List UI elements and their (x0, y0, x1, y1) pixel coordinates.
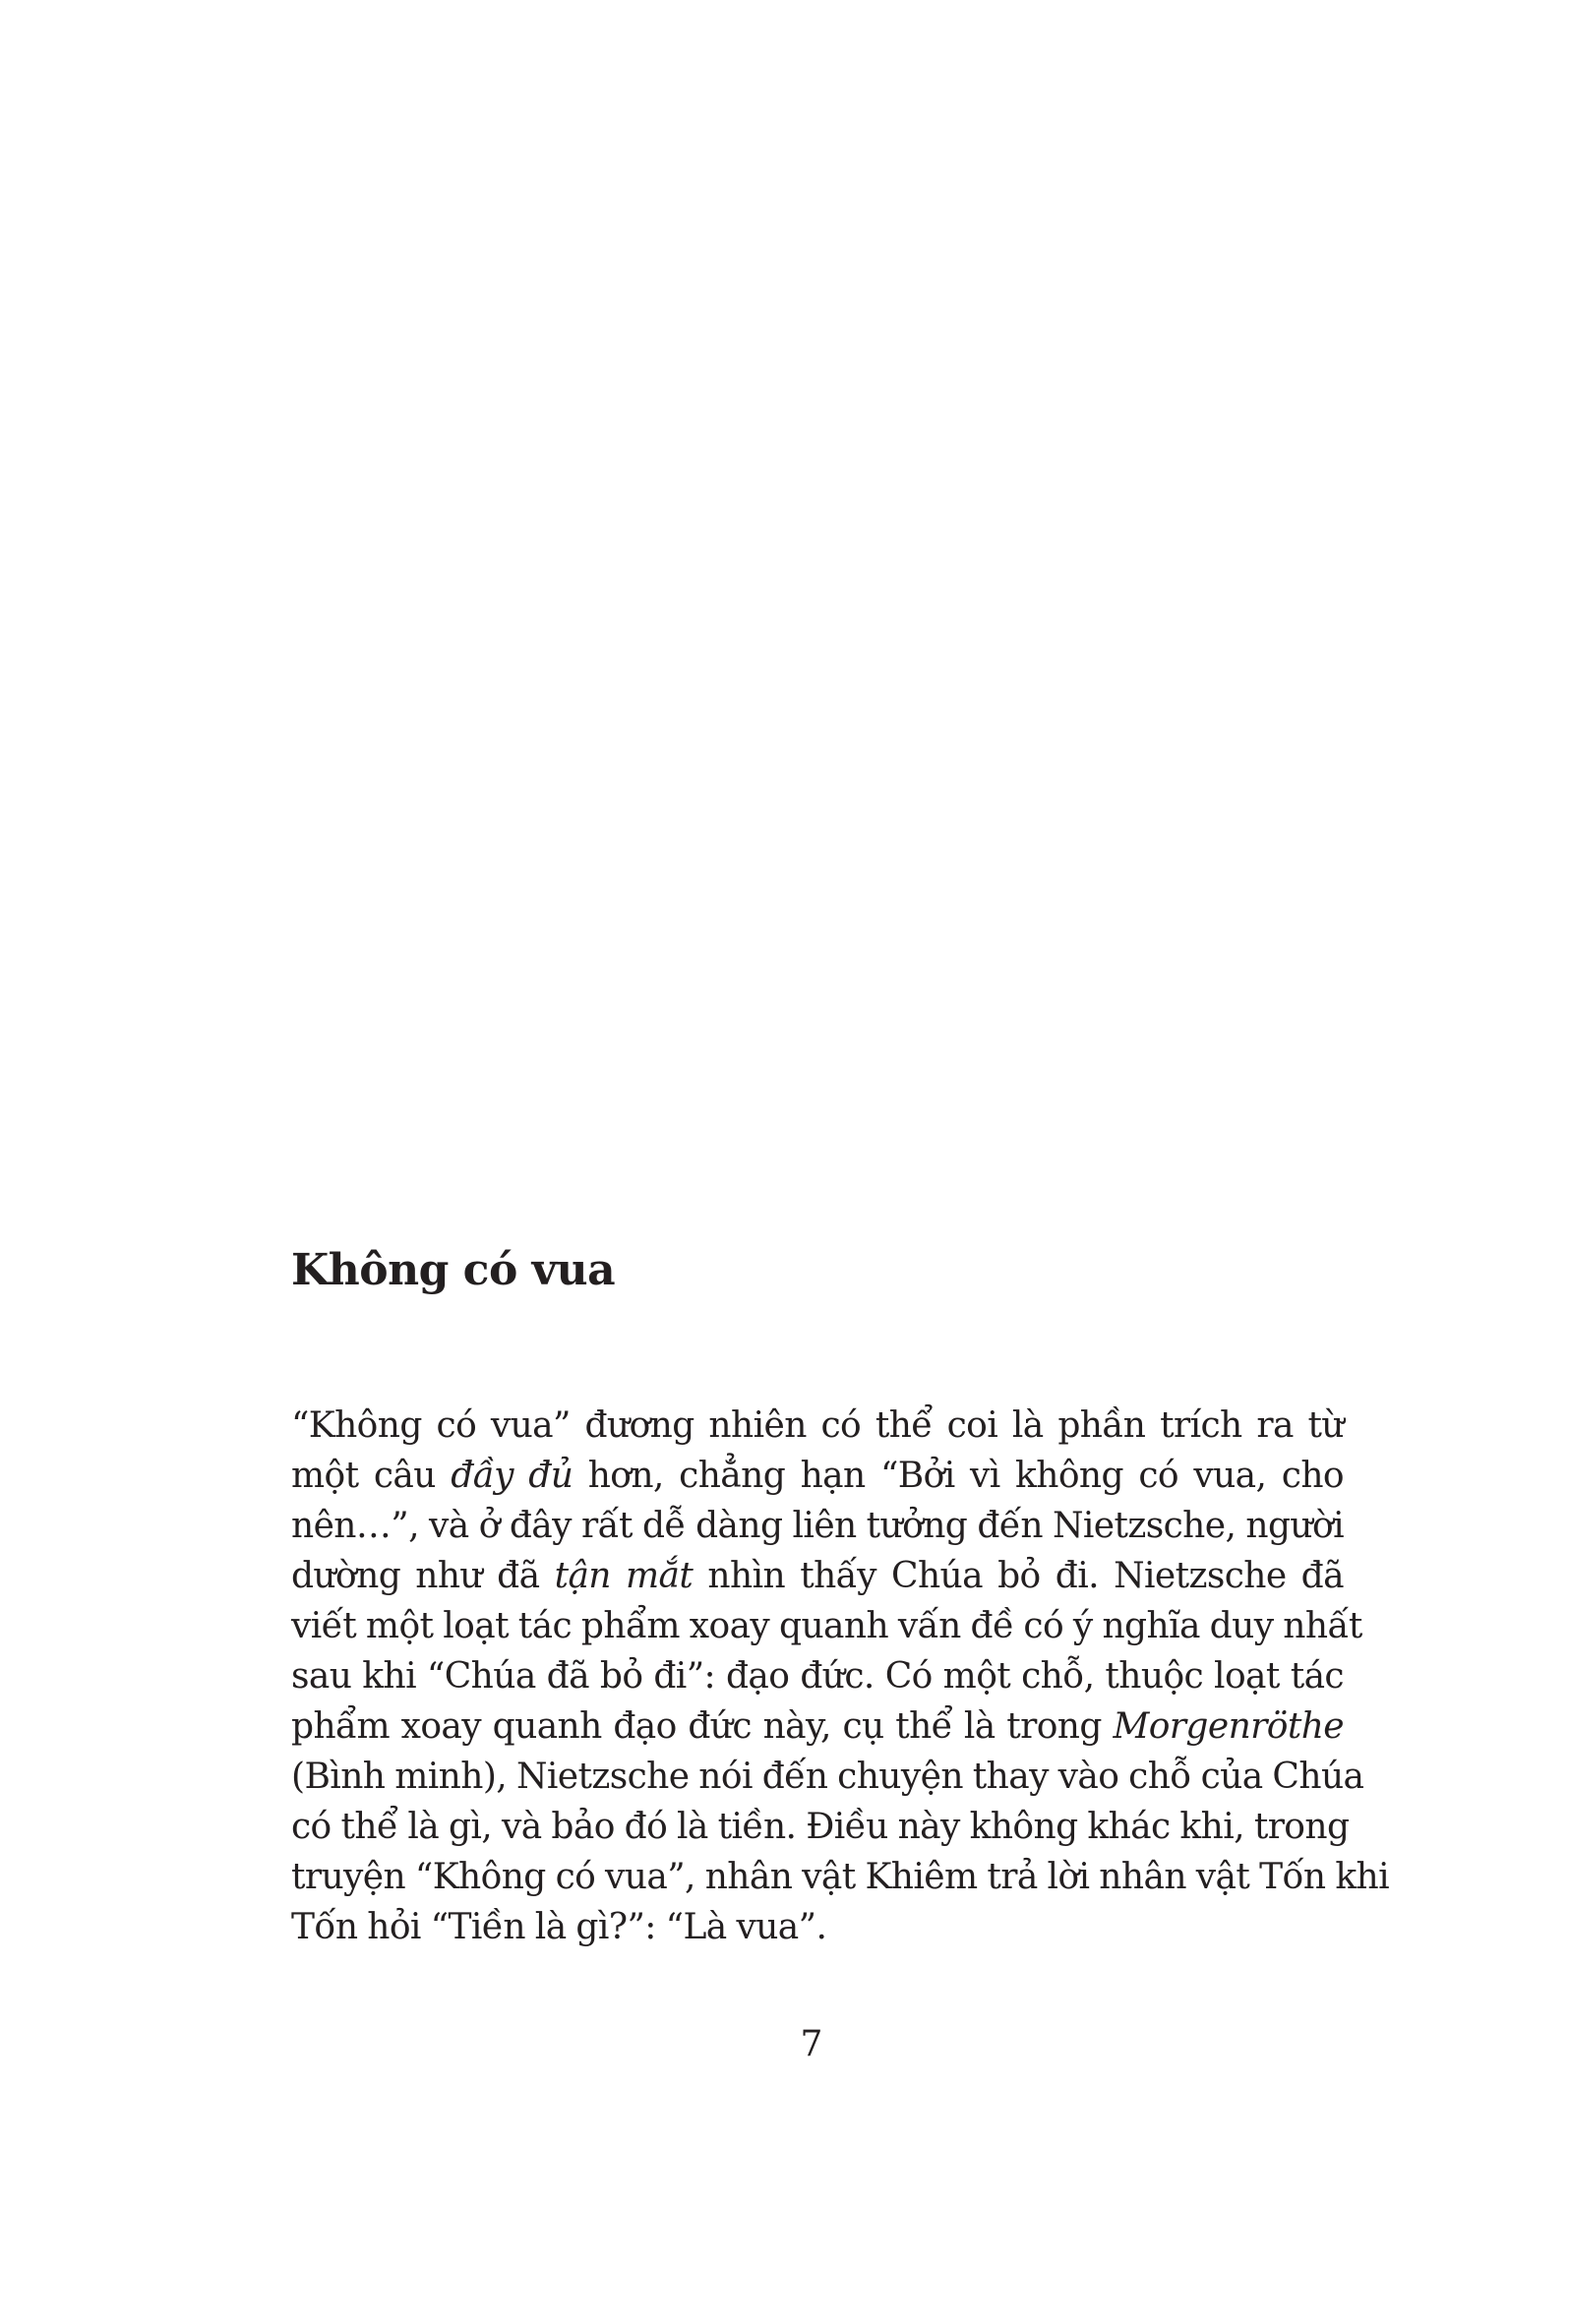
italic-text: tận mắt (554, 1556, 694, 1596)
text-segment: Tốn hỏi “Tiền là gì?”: “Là vua”. (291, 1907, 827, 1947)
paragraph-line (291, 1551, 1344, 1601)
text-segment: dường như đã (291, 1556, 555, 1596)
paragraph-line (291, 1400, 1344, 1451)
paragraph-line (291, 1601, 1362, 1651)
text-segment: nên…”, và ở đây rất dễ dàng liên tưởng đến Nietzsche, người (291, 1506, 1344, 1546)
page-number: 7 (800, 2024, 823, 2064)
body-paragraph (291, 1400, 1390, 1952)
paragraph-line (291, 1802, 1350, 1852)
italic-text: đầy đủ (451, 1456, 573, 1496)
paragraph-line (291, 1902, 1344, 1952)
text-segment: hơn, chẳng hạn “Bởi vì không có vua, cho (573, 1456, 1344, 1496)
text-segment: (Bình minh), Nietzsche nói đến chuyện thay vào chỗ của Chúa (291, 1757, 1364, 1797)
chapter-heading: Không có vua (291, 1245, 616, 1295)
paragraph-line (291, 1752, 1364, 1802)
text-segment: phẩm xoay quanh đạo đức này, cụ thể là trong (291, 1706, 1114, 1747)
text-segment: có thể là gì, và bảo đó là tiền. Điều này không khác khi, trong (291, 1807, 1350, 1847)
text-segment: một câu (291, 1456, 452, 1496)
paragraph-line (291, 1701, 1344, 1752)
text-segment: “Không có vua” đương nhiên có thể coi là phần trích ra từ (291, 1405, 1344, 1446)
text-segment: truyện “Không có vua”, nhân vật Khiêm trả lời nhân vật Tốn khi (291, 1857, 1390, 1897)
paragraph-line (291, 1651, 1344, 1701)
paragraph-line (291, 1501, 1344, 1551)
paragraph-line (291, 1852, 1390, 1902)
text-segment: sau khi “Chúa đã bỏ đi”: đạo đức. Có một chỗ, thuộc loạt tác (291, 1656, 1344, 1697)
italic-text: Morgenröthe (1113, 1706, 1344, 1747)
text-segment: viết một loạt tác phẩm xoay quanh vấn đề có ý nghĩa duy nhất (291, 1606, 1362, 1646)
paragraph-line (291, 1451, 1344, 1501)
text-segment: nhìn thấy Chúa bỏ đi. Nietzsche đã (693, 1556, 1344, 1596)
